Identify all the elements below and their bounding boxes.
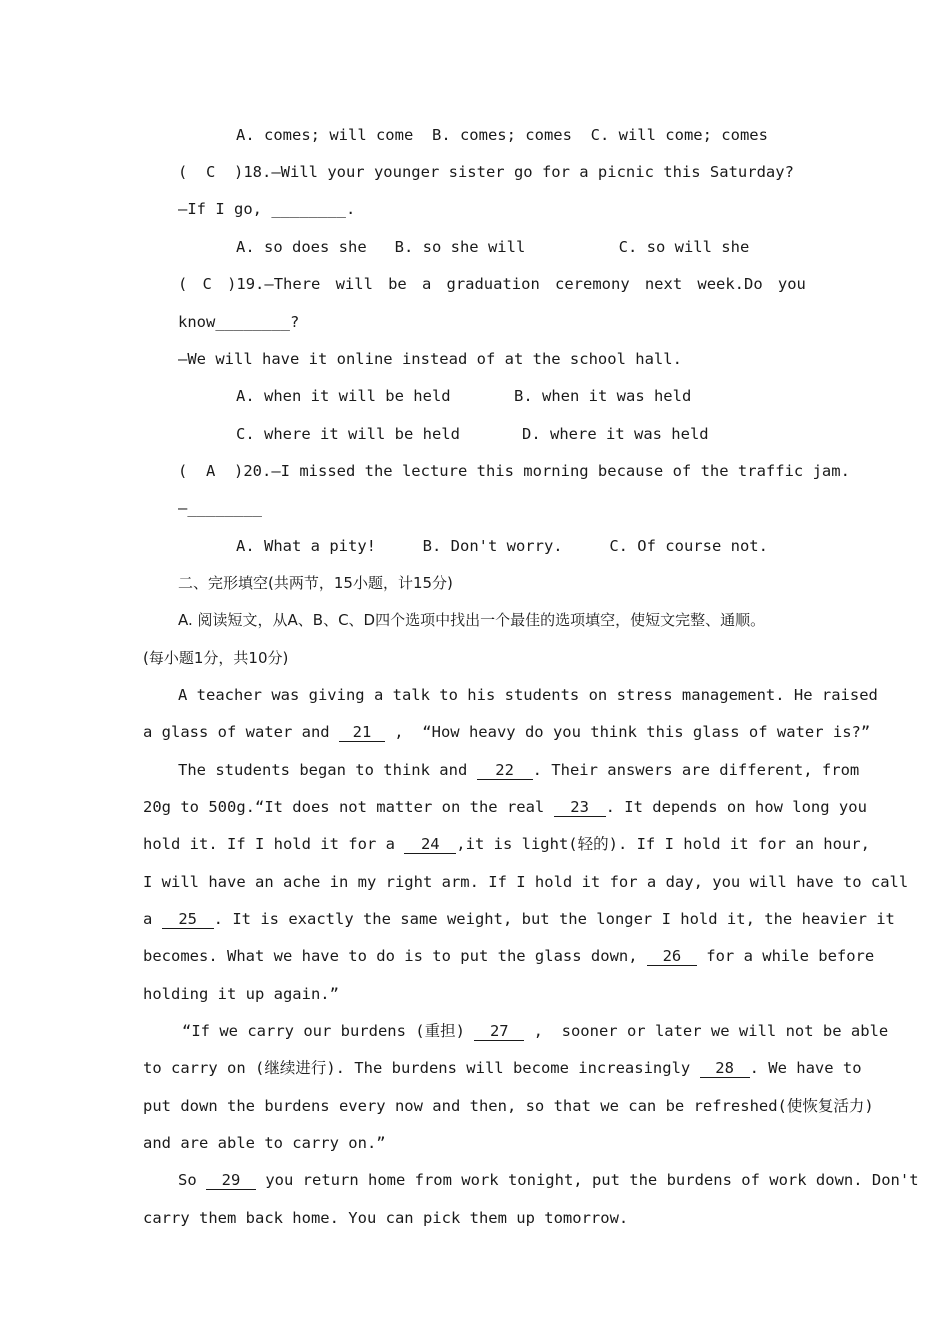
passage-line: carry them back home. You can pick them up tomorrow. (143, 1209, 629, 1227)
passage-line: becomes. What we have to do is to put the glass down, 26 for a while before (143, 947, 875, 965)
q20-stem-line (178, 460, 850, 482)
q18-stem-line (178, 161, 794, 183)
q17-option-b: B. comes; comes (431, 126, 572, 144)
q19-word: next (644, 275, 683, 293)
cloze-blank-22[interactable]: 22 (477, 761, 533, 780)
q19-option-d: D. where it was held (522, 425, 709, 443)
q18-answer: ( C ) (178, 163, 244, 181)
passage-line: a glass of water and 21 , “How heavy do you think this glass of water is?” (143, 723, 871, 741)
passage-line: a 25 . It is exactly the same weight, but the longer I hold it, the heavier it (143, 910, 895, 928)
q19-option-a: A. when it will be held (236, 387, 451, 405)
q19-option-b: B. when it was held (514, 387, 692, 405)
q20-option-c: C. Of course not. (609, 537, 768, 555)
q18-option-a: A. so does she (236, 238, 367, 256)
cloze-blank-24[interactable]: 24 (404, 835, 456, 854)
q19-stem-line (178, 273, 806, 295)
q20-answer: ( A ) (178, 462, 244, 480)
passage-line: hold it. If I hold it for a 24 ,it is light(轻的). If I hold it for an hour, (143, 835, 870, 853)
passage-line: to carry on (继续进行). The burdens will become increasingly 28 . We have to (143, 1059, 862, 1077)
q19-word: will (335, 275, 373, 293)
cloze-blank-27[interactable]: 27 (474, 1022, 524, 1041)
cloze-blank-25[interactable]: 25 (162, 910, 214, 929)
cloze-blank-28[interactable]: 28 (700, 1059, 750, 1078)
section-heading: 二、完形填空(共两节，15小题，计15分) (178, 574, 453, 592)
q19-word: be (388, 275, 407, 293)
passage-line: The students began to think and 22 . Their answers are different, from (178, 761, 860, 779)
q18-option-b: B. so she will (394, 238, 526, 256)
q19-word: week.Do (697, 275, 763, 293)
q20-options (236, 535, 768, 557)
section-instruction: A. 阅读短文，从A、B、C、D四个选项中找出一个最佳的选项填空，使短文完整、通顺。 (178, 611, 766, 629)
q19-word: ( (178, 275, 188, 293)
passage-line: I will have an ache in my right arm. If I hold it for a day, you will have to call (143, 873, 909, 891)
q19-word: ceremony (555, 275, 630, 293)
q19-reply: —We will have it online instead of at the school hall. (178, 350, 682, 368)
cloze-blank-29[interactable]: 29 (206, 1171, 256, 1190)
q19-word: )19.—There (227, 275, 321, 293)
passage-line: 20g to 500g.“It does not matter on the real 23 . It depends on how long you (143, 798, 867, 816)
passage-line: So 29 you return home from work tonight, put the burdens of work down. Don't (178, 1171, 919, 1189)
passage-line: and are able to carry on.” (143, 1134, 386, 1152)
q20-stem: 20.—I missed the lecture this morning because of the traffic jam. (243, 462, 850, 480)
q20-option-a: A. What a pity! (236, 537, 376, 555)
passage-line: “If we carry our burdens (重担) 27 , sooner or later we will not be able (182, 1022, 889, 1040)
q19-word: a (421, 275, 432, 293)
passage-line: put down the burdens every now and then, so that we can be refreshed(使恢复活力) (143, 1097, 874, 1115)
q20-option-b: B. Don't worry. (422, 537, 563, 555)
cloze-blank-21[interactable]: 21 (339, 723, 385, 742)
q19-option-c: C. where it will be held (236, 425, 460, 443)
q19-word: graduation (446, 275, 540, 293)
section-instruction-cont: (每小题1分，共10分) (143, 649, 289, 667)
q18-options (236, 236, 749, 258)
q18-option-c: C. so will she (618, 238, 750, 256)
q17-option-c: C. will come; comes (590, 126, 768, 144)
cloze-blank-23[interactable]: 23 (554, 798, 606, 817)
q18-stem: 18.—Will your younger sister go for a picnic this Saturday? (243, 163, 794, 181)
q20-reply: —________ (178, 499, 262, 517)
q17-option-a: A. comes; will come (236, 126, 414, 144)
q18-reply: —If I go, ________. (178, 200, 356, 218)
passage-line: holding it up again.” (143, 985, 339, 1003)
q19-word: you (777, 275, 806, 293)
q19-answer: C (202, 275, 212, 293)
cloze-blank-26[interactable]: 26 (647, 947, 697, 966)
q17-options (236, 124, 768, 146)
passage-line: A teacher was giving a talk to his students on stress management. He raised (178, 686, 878, 704)
q19-stem-line2: know________? (178, 313, 300, 331)
